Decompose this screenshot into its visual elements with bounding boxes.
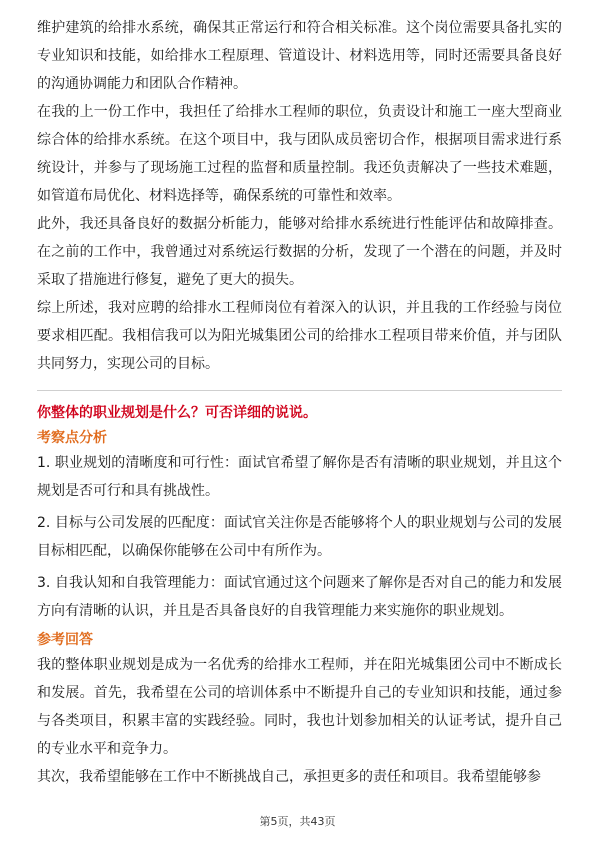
analysis-item: 2. 目标与公司发展的匹配度：面试官关注你是否能够将个人的职业规划与公司的发展目标相匹配，以确保你能够在公司中有所作为。 [37, 515, 562, 559]
answer-heading: 参考回答 [37, 632, 93, 648]
analysis-heading: 考察点分析 [37, 430, 107, 446]
intro-paragraph: 在我的上一份工作中，我担任了给排水工程师的职位，负责设计和施工一座大型商业综合体的给排水系统。在这个项目中，我与团队成员密切合作，根据项目需求进行系统设计，并参与了现场施工过程的监督和质量控制。我还负责解决了一些技术难题，如管道布局优化、材料选择等，确保系统的可靠性和效率。 [37, 104, 562, 204]
intro-paragraph: 此外，我还具备良好的数据分析能力，能够对给排水系统进行性能评估和故障排查。在之前的工作中，我曾通过对系统运行数据的分析，发现了一个潜在的问题，并及时采取了措施进行修复，避免了更大的损失。 [37, 216, 562, 288]
page-content [37, 14, 562, 791]
page-number-footer: 第5页，共43页 [259, 815, 336, 828]
answer-paragraph: 我的整体职业规划是成为一名优秀的给排水工程师，并在阳光城集团公司中不断成长和发展。首先，我希望在公司的培训体系中不断提升自己的专业知识和技能，通过参与各类项目，积累丰富的实践经验。同时，我也计划参加相关的认证考试，提升自己的专业水平和竞争力。 [37, 657, 562, 757]
intro-paragraph: 综上所述，我对应聘的给排水工程师岗位有着深入的认识，并且我的工作经验与岗位要求相匹配。我相信我可以为阳光城集团公司的给排水工程项目带来价值，并与团队共同努力，实现公司的目标。 [37, 300, 562, 372]
answer-paragraph: 其次，我希望能够在工作中不断挑战自己，承担更多的责任和项目。我希望能够参 [37, 769, 541, 785]
analysis-item: 3. 自我认知和自我管理能力：面试官通过这个问题来了解你是否对自己的能力和发展方向有清晰的认识，并且是否具备良好的自我管理能力来实施你的职业规划。 [37, 575, 562, 619]
analysis-list [37, 449, 562, 625]
section-divider [37, 390, 562, 391]
interview-question: 你整体的职业规划是什么？可否详细的说说。 [37, 405, 317, 421]
analysis-item: 1. 职业规划的清晰度和可行性：面试官希望了解你是否有清晰的职业规划，并且这个规划是否可行和具有挑战性。 [37, 455, 562, 499]
intro-paragraph: 维护建筑的给排水系统，确保其正常运行和符合相关标准。这个岗位需要具备扎实的专业知识和技能，如给排水工程原理、管道设计、材料选用等，同时还需要具备良好的沟通协调能力和团队合作精神。 [37, 20, 562, 92]
